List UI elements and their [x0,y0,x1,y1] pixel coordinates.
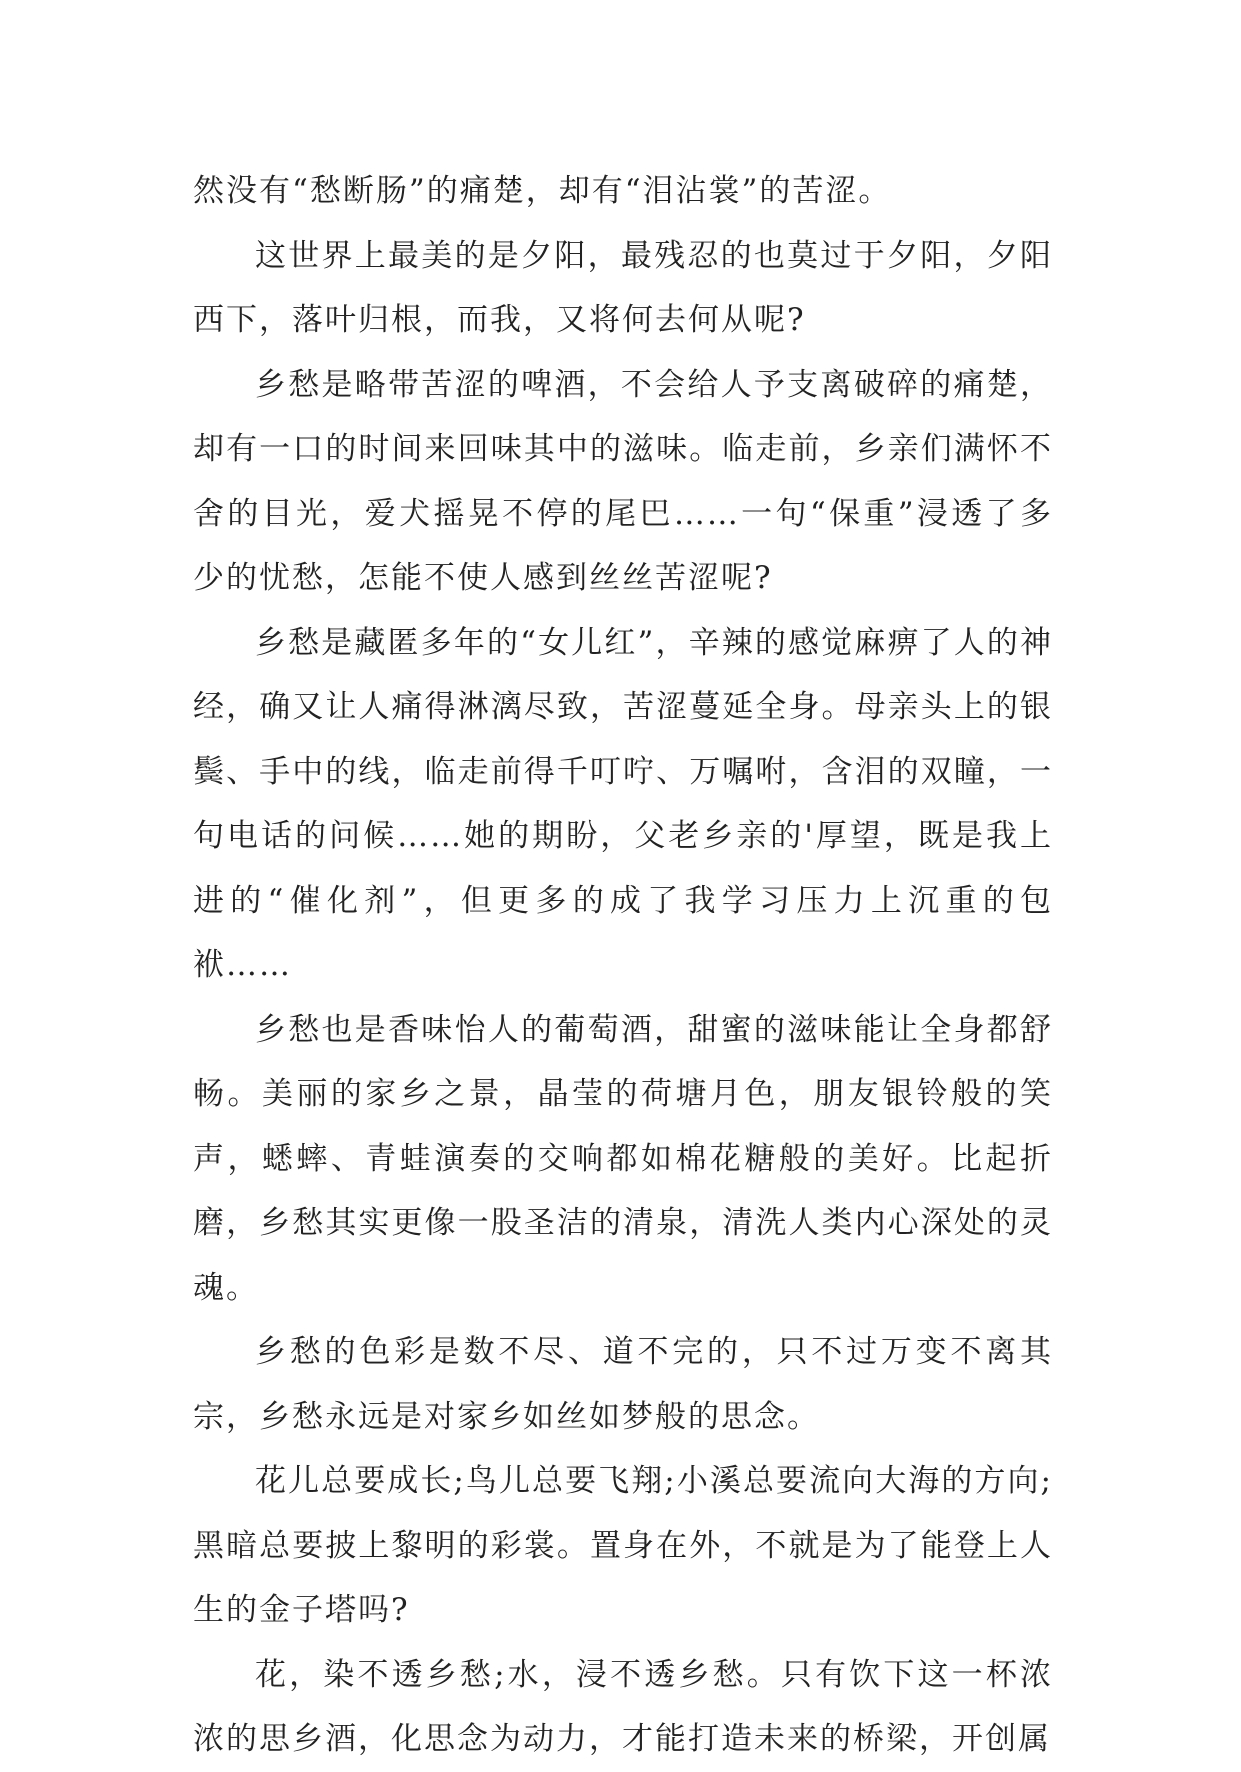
paragraph-nuerhong: 乡愁是藏匿多年的“女儿红”，辛辣的感觉麻痹了人的神经，确又让人痛得淋漓尽致，苦涩蔓延全身。母亲头上的银鬓、手中的线，临走前得千叮咛、万嘱咐，含泪的双瞳，一句电话的问候……她的期盼，父老乡亲的'厚望，既是我上进的“催化剂”，但更多的成了我学习压力上沉重的包袱…… [193,624,1053,983]
paragraph-beer: 乡愁是略带苦涩的啤酒，不会给人予支离破碎的痛楚，却有一口的时间来回味其中的滋味。临走前，乡亲们满怀不舍的目光，爱犬摇晃不停的尾巴……一句“保重”浸透了多少的忧愁，怎能不使人感到丝丝苦涩呢? [193,366,1053,596]
paragraph-continued: 然没有“愁断肠”的痛楚，却有“泪沾裳”的苦涩。 [193,173,892,209]
paragraph-sunset: 这世界上最美的是夕阳，最残忍的也莫过于夕阳，夕阳西下，落叶归根，而我，又将何去何从呢? [193,237,1053,338]
paragraph-growth: 花儿总要成长;鸟儿总要飞翔;小溪总要流向大海的方向;黑暗总要披上黎明的彩裳。置身在外，不就是为了能登上人生的金子塔吗? [193,1463,1053,1628]
paragraph-wine: 乡愁也是香味怡人的葡萄酒，甜蜜的滋味能让全身都舒畅。美丽的家乡之景，晶莹的荷塘月色，朋友银铃般的笑声，蟋蟀、青蛙演奏的交响都如棉花糖般的美好。比起折磨，乡愁其实更像一股圣洁的清泉，清洗人类内心深处的灵魂。 [193,1011,1053,1306]
paragraph-closing: 花，染不透乡愁;水，浸不透乡愁。只有饮下这一杯浓浓的思乡酒，化思念为动力，才能打造未来的桥梁，开创属 [193,1656,1053,1757]
essay-body [193,159,1053,1772]
paragraph-colors: 乡愁的色彩是数不尽、道不完的，只不过万变不离其宗，乡愁永远是对家乡如丝如梦般的思念。 [193,1334,1053,1435]
